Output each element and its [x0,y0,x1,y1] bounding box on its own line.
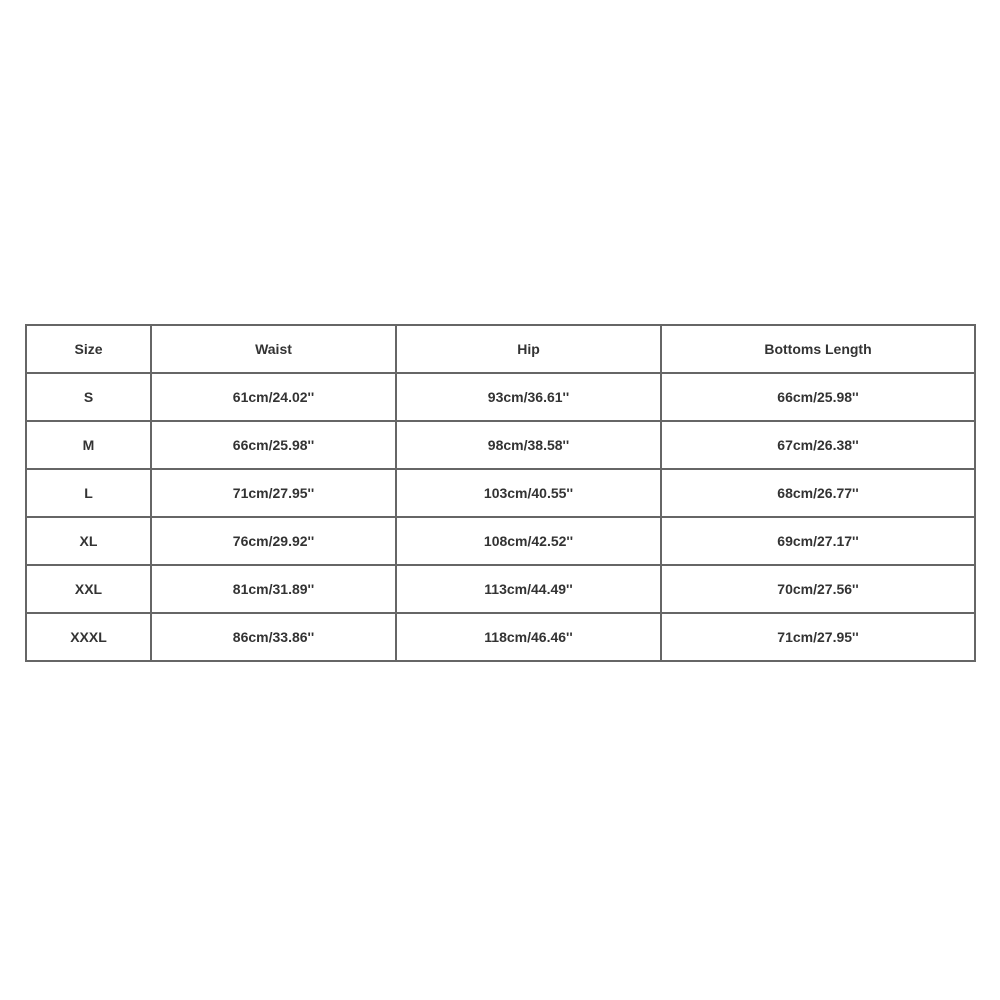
header-bottoms-length: Bottoms Length [661,325,975,373]
header-waist: Waist [151,325,396,373]
size-chart-table [25,324,976,662]
waist-cell: 71cm/27.95'' [151,469,396,517]
table-row [26,613,975,661]
table-row [26,469,975,517]
hip-cell: 103cm/40.55'' [396,469,661,517]
table-row [26,565,975,613]
size-cell: S [26,373,151,421]
hip-cell: 113cm/44.49'' [396,565,661,613]
waist-cell: 66cm/25.98'' [151,421,396,469]
hip-cell: 98cm/38.58'' [396,421,661,469]
waist-cell: 81cm/31.89'' [151,565,396,613]
header-row [26,325,975,373]
size-cell: XXL [26,565,151,613]
table-row [26,517,975,565]
waist-cell: 61cm/24.02'' [151,373,396,421]
header-size: Size [26,325,151,373]
waist-cell: 86cm/33.86'' [151,613,396,661]
size-cell: L [26,469,151,517]
size-cell: M [26,421,151,469]
bottoms-length-cell: 68cm/26.77'' [661,469,975,517]
bottoms-length-cell: 71cm/27.95'' [661,613,975,661]
table-row [26,421,975,469]
bottoms-length-cell: 70cm/27.56'' [661,565,975,613]
bottoms-length-cell: 66cm/25.98'' [661,373,975,421]
bottoms-length-cell: 69cm/27.17'' [661,517,975,565]
size-cell: XXXL [26,613,151,661]
table-row [26,373,975,421]
waist-cell: 76cm/29.92'' [151,517,396,565]
header-hip: Hip [396,325,661,373]
bottoms-length-cell: 67cm/26.38'' [661,421,975,469]
hip-cell: 93cm/36.61'' [396,373,661,421]
hip-cell: 118cm/46.46'' [396,613,661,661]
size-cell: XL [26,517,151,565]
hip-cell: 108cm/42.52'' [396,517,661,565]
